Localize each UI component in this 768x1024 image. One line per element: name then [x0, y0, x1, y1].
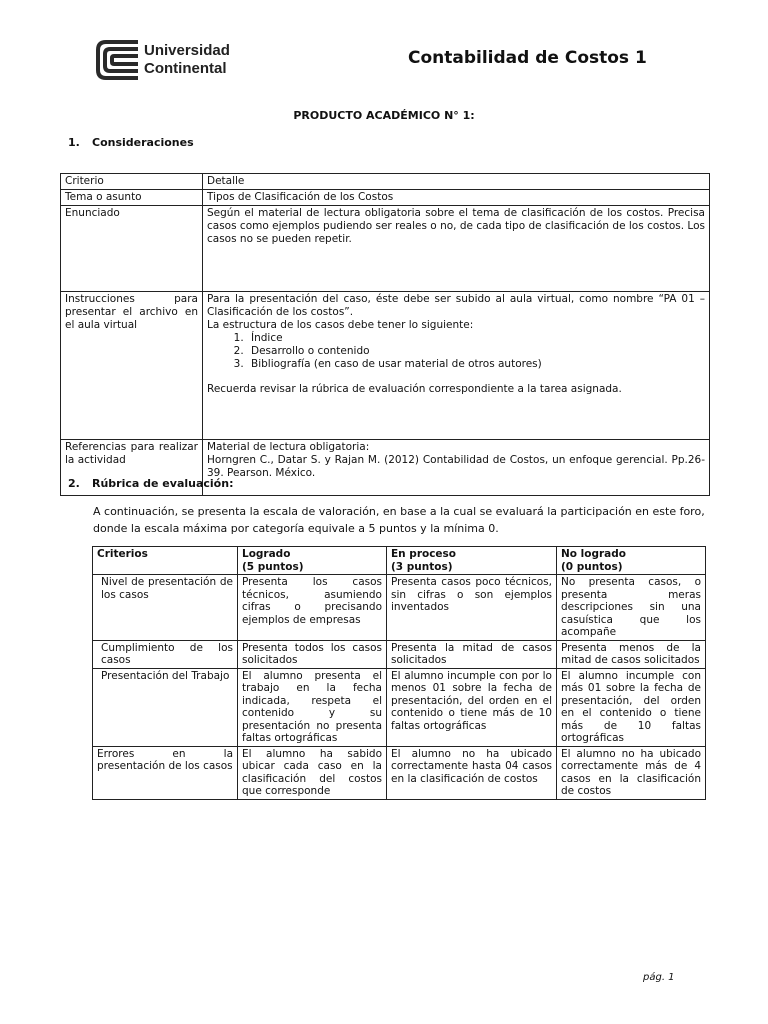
- table-header-row: [61, 174, 710, 190]
- reference-line-2: Horngren C., Datar S. y Rajan M. (2012) Contabilidad de Costos, un enfoque gerencial. Pp.26-39. Pearson. México.: [207, 454, 705, 479]
- logo-line-2: Continental: [144, 60, 227, 77]
- row-detail: [203, 292, 710, 440]
- header-logrado: [238, 547, 387, 575]
- table-row: [93, 746, 706, 799]
- row-detail: Según el material de lectura obligatoria sobre el tema de clasificación de los costos. Precisa casos como ejemplos pudiendo ser reales o no, de cada tipo de clasificación de los costos. Los casos no se pueden repetir.: [203, 206, 710, 292]
- row-criterion: Cumplimiento de los casos: [93, 640, 238, 668]
- header-no-logrado-label: No logrado: [561, 548, 626, 560]
- header-en-proceso: [387, 547, 557, 575]
- section-1-number: 1.: [68, 136, 80, 149]
- header-en-proceso-points: (3 puntos): [391, 560, 453, 573]
- section-1-heading: [68, 136, 194, 149]
- rubric-table: [92, 546, 706, 800]
- instructions-intro: Para la presentación del caso, éste debe ser subido al aula virtual, como nombre “PA 01 – Clasificación de los costos”.: [207, 293, 705, 318]
- row-criterion: Errores en la presentación de los casos: [93, 746, 238, 799]
- row-en-proceso: Presenta casos poco técnicos, sin cifras o son ejemplos inventados: [387, 575, 557, 641]
- row-no-logrado: El alumno no ha ubicado correctamente más de 4 casos en la clasificación de costos: [557, 746, 706, 799]
- logo-line-1: Universidad: [144, 42, 230, 59]
- section-2-title: Rúbrica de evaluación:: [92, 477, 234, 490]
- rubric-intro-paragraph: A continuación, se presenta la escala de valoración, en base a la cual se evaluará la participación en este foro, donde la escala máxima por categoría equivale a 5 puntos y la mínima 0.: [93, 505, 705, 535]
- row-en-proceso: Presenta la mitad de casos solicitados: [387, 640, 557, 668]
- header-logrado-label: Logrado: [242, 548, 291, 560]
- header-criterio: Criterio: [61, 174, 203, 190]
- list-item: 2. Desarrollo o contenido: [247, 345, 705, 358]
- rubric-header-row: [93, 547, 706, 575]
- row-no-logrado: Presenta menos de la mitad de casos solicitados: [557, 640, 706, 668]
- row-criterion: Presentación del Trabajo: [93, 668, 238, 746]
- header-criterios: [93, 547, 238, 575]
- table-row: [93, 640, 706, 668]
- row-no-logrado: El alumno incumple con más 01 sobre la fecha de presentación, del orden en el contenido o tiene más de 10 faltas ortográficas: [557, 668, 706, 746]
- structure-list: [207, 332, 705, 371]
- row-no-logrado: No presenta casos, o presenta meras descripciones sin una casuística que los acompañe: [557, 575, 706, 641]
- document-title: Contabilidad de Costos 1: [408, 48, 647, 68]
- row-criterion: Nivel de presentación de los casos: [93, 575, 238, 641]
- row-label: Enunciado: [61, 206, 203, 292]
- header-logrado-points: (5 puntos): [242, 560, 304, 573]
- instructions-reminder: Recuerda revisar la rúbrica de evaluación correspondiente a la tarea asignada.: [207, 383, 622, 395]
- row-label: Referencias para realizar la actividad: [61, 440, 203, 496]
- table-row: [61, 190, 710, 206]
- instructions-structure: La estructura de los casos debe tener lo siguiente:: [207, 319, 474, 331]
- row-logrado: El alumno ha sabido ubicar cada caso en la clasificación del costos que corresponde: [238, 746, 387, 799]
- row-detail: [203, 440, 710, 496]
- table-row: [93, 668, 706, 746]
- list-item: 3. Bibliografía (en caso de usar material de otros autores): [247, 358, 705, 371]
- table-row: [61, 206, 710, 292]
- row-label: Instrucciones para presentar el archivo en el aula virtual: [61, 292, 203, 440]
- section-2-number: 2.: [68, 477, 80, 490]
- table-row: [93, 575, 706, 641]
- header-no-logrado-points: (0 puntos): [561, 560, 623, 573]
- header-no-logrado: [557, 547, 706, 575]
- row-en-proceso: El alumno no ha ubicado correctamente hasta 04 casos en la clasificación de costos: [387, 746, 557, 799]
- list-item: 1. Índice: [247, 332, 705, 345]
- row-logrado: El alumno presenta el trabajo en la fecha indicada, respeta el contenido y su presentación no presenta faltas ortográficas: [238, 668, 387, 746]
- considerations-table: [60, 173, 710, 496]
- logo-text: [144, 42, 230, 78]
- header-criterios-label: Criterios: [97, 548, 148, 560]
- product-title: PRODUCTO ACADÉMICO N° 1:: [293, 109, 475, 122]
- row-en-proceso: El alumno incumple con por lo menos 01 sobre la fecha de presentación, del orden en el contenido o tiene más de 10 faltas ortográficas: [387, 668, 557, 746]
- row-label: Tema o asunto: [61, 190, 203, 206]
- header-en-proceso-label: En proceso: [391, 548, 457, 560]
- table-row: [61, 292, 710, 440]
- section-2-heading: [68, 477, 233, 490]
- page-number: pág. 1: [643, 972, 675, 983]
- header-detalle: Detalle: [203, 174, 710, 190]
- row-detail: Tipos de Clasificación de los Costos: [203, 190, 710, 206]
- row-logrado: Presenta los casos técnicos, asumiendo cifras o precisando ejemplos de empresas: [238, 575, 387, 641]
- reference-line-1: Material de lectura obligatoria:: [207, 441, 370, 453]
- row-logrado: Presenta todos los casos solicitados: [238, 640, 387, 668]
- section-1-title: Consideraciones: [92, 136, 194, 149]
